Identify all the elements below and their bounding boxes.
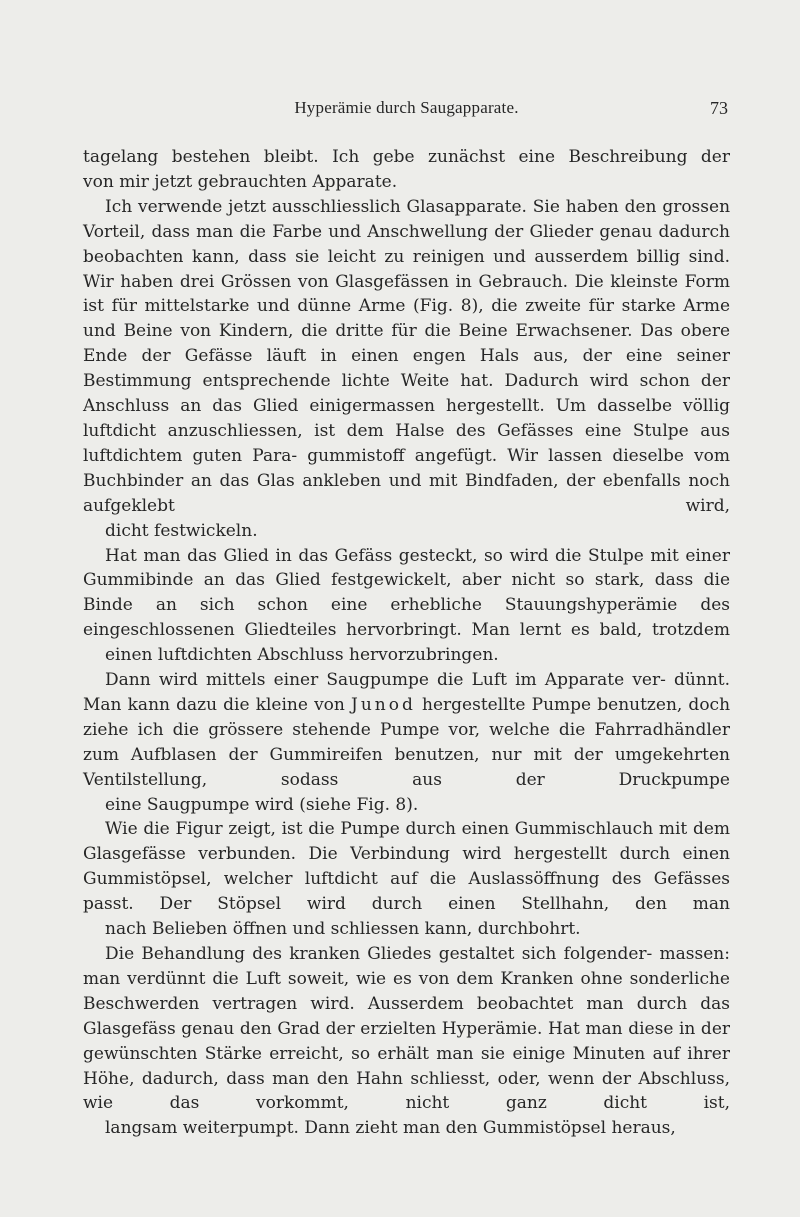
text-line: genau dadurch beobachten kann, dass sie leicht zu reinigen und (83, 221, 730, 267)
text-line: durch einen Gummistöpsel, welcher luftdicht auf die Auslassöffnung (83, 844, 731, 890)
text-line: in einen engen Hals aus, der eine seiner Bestimmung entsprechende (83, 346, 730, 392)
text-line: Wie die Figur zeigt, ist die Pumpe durch einen Gummischlauch (105, 819, 654, 840)
paragraph-1 (83, 145, 730, 195)
paragraph-5 (83, 817, 730, 942)
text-line: lichte Weite hat. Dadurch wird schon der Anschluss an das Glied (83, 371, 731, 417)
text-line: Dann wird mittels einer Saugpumpe die Luft im Apparate ver- (105, 670, 666, 691)
text-line: Hat man das Glied in das Gefäss gesteckt, so wird die Stulpe (105, 545, 644, 566)
running-title: Hyperämie durch Saugapparate. (294, 98, 519, 117)
text-line: hergestellte Pumpe (422, 694, 592, 715)
running-head (83, 98, 730, 122)
text-line: Glas ankleben und mit Bindfaden, der ebenfalls noch aufgeklebt wird, (83, 470, 730, 516)
text-line: grossen Vorteil, dass man die Farbe und Anschwellung der Glieder (83, 196, 731, 242)
text-line: dritte für die Beine Erwachsener. Das obere Ende der Gefässe läuft (83, 321, 731, 367)
author-name: Junod (351, 694, 416, 715)
paragraph-3 (83, 544, 730, 669)
text-line-last: von mir jetzt gebrauchten Apparate. (83, 171, 398, 192)
text-line: Gebrauch. Die kleinste Form ist für mittelstarke und dünne Arme (83, 271, 731, 317)
text-line: Ich verwende jetzt ausschliesslich Glasapparate. Sie haben den (105, 196, 657, 217)
text-line: ist dem Halse des Gefässes eine Stulpe aus luftdichtem guten Para- (83, 420, 731, 466)
text-line: ausserdem billig sind. Wir haben drei Grössen von Glasgefässen in (83, 246, 731, 292)
text-line-last: langsam weiterpumpt. Dann zieht man den Gummistöpsel heraus, (105, 1118, 676, 1139)
text-line: die Fahrradhändler zum Aufblasen der Gummireifen benutzen, nur (83, 719, 730, 765)
text-line: des Gefässes passt. Der Stöpsel wird durch einen Stellhahn, den man (83, 869, 730, 915)
text-line: mit der umgekehrten Ventilstellung, sodass aus der Druckpumpe (83, 744, 730, 790)
paragraph-2 (83, 195, 730, 544)
text-line: mit dem Glasgefässe verbunden. Die Verbindung wird hergestellt (83, 819, 731, 865)
text-line: einigermassen hergestellt. Um dasselbe völlig luftdicht anzuschliessen, (83, 396, 731, 441)
text-line: ohne sonderliche Beschwerden vertragen wird. Ausserdem beobachtet (83, 968, 730, 1014)
text-line: benutzen, doch ziehe ich die grössere stehende Pumpe vor, welche (83, 694, 731, 740)
text-line: Die Behandlung des kranken Gliedes gestaltet sich folgender- (105, 944, 653, 964)
text-line: dünnt. Man kann dazu die kleine von (83, 670, 731, 715)
text-line-last: nach Belieben öffnen und schliessen kann, durchbohrt. (105, 919, 581, 940)
text-line-last: eine Saugpumpe wird (siehe Fig. 8). (105, 794, 419, 815)
text-line: gummistoff angefügt. Wir lassen dieselbe vom Buchbinder an das (83, 445, 731, 491)
text-line: mit einer Gummibinde an das Glied festgewickelt, aber nicht so stark, (83, 545, 730, 591)
paragraph-6 (83, 942, 730, 1141)
text-line: dass die Binde an sich schon eine erhebliche Stauungshyperämie des (83, 570, 731, 616)
text-line-last: einen luftdichten Abschluss hervorzubringen. (105, 645, 499, 666)
body-text (83, 145, 730, 1141)
text-line: (Fig. 8), die zweite für starke Arme und Beine von Kindern, die (83, 296, 731, 342)
text-line: massen: man verdünnt die Luft soweit, wie es von dem Kranken (83, 944, 730, 989)
page-number: 73 (710, 98, 728, 118)
text-line: tagelang bestehen bleibt. Ich gebe zunächst eine Beschreibung der (83, 147, 730, 167)
text-line: man durch das Glasgefäss genau den Grad der erzielten Hyperämie. (83, 993, 730, 1039)
text-line: einige Minuten auf ihrer Höhe, dadurch, dass man den Hahn schliesst, (83, 1043, 730, 1089)
text-line: eingeschlossenen Gliedteiles hervorbringt. Man lernt es bald, trotzdem (83, 620, 730, 641)
paragraph-4 (83, 668, 730, 817)
text-line: oder, wenn der Abschluss, wie das vorkommt, nicht ganz dicht ist, (83, 1068, 730, 1114)
text-line: Hat man diese in der gewünschten Stärke erreicht, so erhält man sie (83, 1018, 731, 1064)
text-line-last: dicht festwickeln. (105, 520, 258, 541)
